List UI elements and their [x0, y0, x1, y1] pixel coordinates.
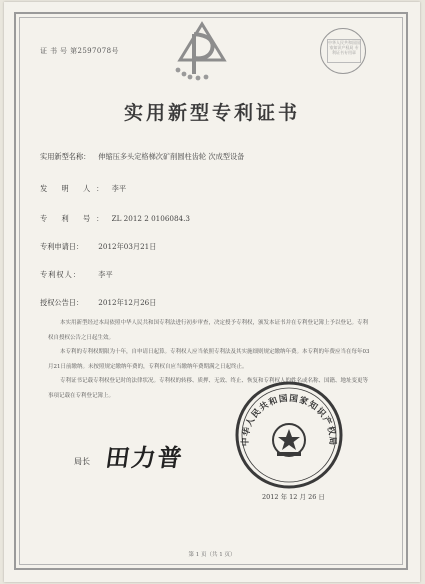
seal-date: 2012 年 12 月 26 日: [262, 493, 325, 501]
director-label: 局长: [74, 457, 90, 466]
field-patentee: 专利权人： 李平: [40, 270, 113, 279]
body-paragraph: 专利证书记载专利权登记时的法律状况。专利权的转移、质押、无效、终止、恢复和专利权人的姓名或名称、国籍、地址变更等事项记载在专利登记簿上。: [48, 378, 369, 399]
small-stamp: [320, 28, 366, 74]
patent-office-logo-icon: [172, 20, 234, 84]
page-footer: 第 1 页（共 1 页）: [188, 552, 236, 558]
field-patent-number: 专 利 号： ZL 2012 2 0106084.3: [40, 214, 190, 223]
field-utility-model-name: 实用新型名称： 伸缩压多头定格梯次矿削圆柱齿轮 次成型设备: [40, 152, 245, 161]
field-inventor: 发 明 人： 李平: [40, 184, 127, 193]
body-paragraph: 本实用新型经过本局依照中华人民共和国专利法进行初步审查，决定授予专利权，颁发本证书并在专利登记簿上予以登记。专利权自授权公告之日起生效。: [48, 320, 369, 341]
certificate-number: 证 书 号 第2597078号: [40, 47, 119, 55]
small-stamp-text: 中华人民共和国国家知识产权局 专利证书专用章: [327, 39, 361, 63]
field-grant-date: 授权公告日： 2012年12月26日: [40, 298, 157, 307]
certificate-title: 实用新型专利证书: [123, 102, 300, 124]
field-application-date: 专利申请日： 2012年03月21日: [40, 242, 157, 251]
certificate-paper: [4, 2, 420, 582]
decorative-border: [14, 12, 408, 570]
seal-text: 中华人民共和国国家知识产权局: [240, 393, 338, 447]
body-paragraph: 本专利的专利权期限为十年，自申请日起算。专利权人应当依照专利法及其实施细则规定缴纳年费。本专利的年费应当在每年03月21日前缴纳。未按照规定缴纳年费的，专利权自应当缴纳年费期满之日起终止。: [48, 349, 370, 370]
director-signature: 田力普: [103, 444, 186, 472]
official-seal-icon: [234, 380, 344, 490]
